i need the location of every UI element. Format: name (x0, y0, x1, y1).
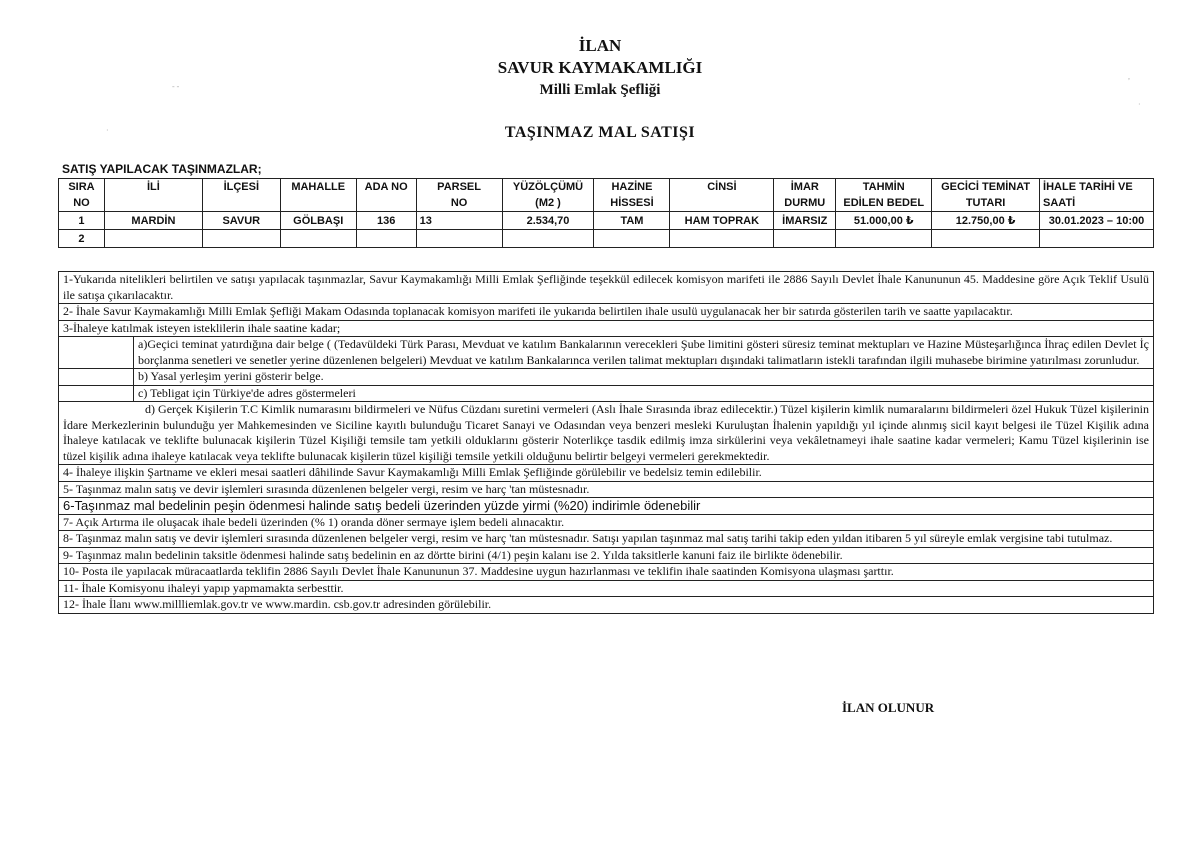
term-3: 3-İhaleye katılmak isteyen isteklilerin ihale saatine kadar; (59, 321, 1153, 338)
table-cell (1040, 230, 1154, 248)
table-cell: 2.534,70 (502, 212, 594, 230)
table-cell: SAVUR (202, 212, 280, 230)
term-5: 5- Taşınmaz malın satış ve devir işlemleri sırasında düzenlenen belgeler vergi, resim ve harç 'tan müstesnadır. (59, 482, 1153, 499)
table-cell: 1 (59, 212, 105, 230)
term-8: 8- Taşınmaz malın satış ve devir işlemleri sırasında düzenlenen belgeler vergi, resim ve harç 'tan müstesnadır. Satışı yapılan taşınmaz mal satış tarihi takip eden yıldan itibaren 5 yıl süreyle emlak vergisine tabi tutulmaz. (59, 531, 1153, 548)
table-cell: 51.000,00 ₺ (836, 212, 932, 230)
term-10: 10- Posta ile yapılacak müracaatlarda teklifin 2886 Sayılı Devlet İhale Kanununun 37. Maddesine uygun hazırlanması ve teklifin ihale saatinden Komisyona ulaşması şarttır. (59, 564, 1153, 581)
column-header: YÜZÖLÇÜMÜ (M2 ) (502, 179, 594, 212)
table-cell: 2 (59, 230, 105, 248)
table-caption: SATIŞ YAPILACAK TAŞINMAZLAR; (62, 162, 262, 176)
term-3b-row (59, 369, 1153, 386)
column-header: CİNSİ (670, 179, 774, 212)
table-cell: İMARSIZ (774, 212, 836, 230)
table-cell (774, 230, 836, 248)
term-3d: d) Gerçek Kişilerin T.C Kimlik numarasını bildirmeleri ve Nüfus Cüzdanı suretini vermeleri (Aslı İhale Sırasında ibraz edilecektir.) Tüzel kişilerin kimlik numaralarını bildirmeleri özel Hukuk Tüzel kişilerinin İdare Merkezlerinin bulunduğu yer Mahkemesinden ve Siciline kayıtlı bulunduğu Ticaret Sanayi ve Odasından veya benzeri mesleki Kuruluştan İhalenin yapıldığı yıl içinde alınmış sicil kayıt belgesi ile Tüzel Kişilik adına İhaleye katılacak ve teklifte bulunacak kişilerin Tüzel Kişiliği temsile tam yetkili olduklarını gösterir Noterlikçe tasdik edilmiş imza sirkülerini veya vekâletnameyi ihale saatine kadar vermeleri; Kamu Tüzel kişilerinin ise tüzel kişilik adına ihaleye katılacak veya teklifte bulunacak kişilerin tüzel kişiliği temsile yetkili olduğunu belirtir belgeyi vermeleri gerekmektedir. (59, 402, 1153, 465)
institution-name: SAVUR KAYMAKAMLIĞI (497, 58, 703, 77)
table-cell: 30.01.2023 – 10:00 (1040, 212, 1154, 230)
table-cell (416, 230, 502, 248)
column-header: ADA NO (356, 179, 416, 212)
scan-speck: - - (172, 82, 180, 91)
term-6: 6-Taşınmaz mal bedelinin peşin ödenmesi halinde satış bedeli üzerinden yüzde yirmi (%20) indirimle ödenebilir (59, 498, 1153, 515)
term-12: 12- İhale İlanı www.millliemlak.gov.tr ve www.mardin. csb.gov.tr adresinden görülebilir. (63, 597, 492, 611)
table-row (59, 230, 1154, 248)
term-4: 4- İhaleye ilişkin Şartname ve ekleri mesai saatleri dâhilinde Savur Kaymakamlığı Milli Emlak Şefliğinde görülebilir ve bedelsiz temin edilebilir. (59, 465, 1153, 482)
table-cell: MARDİN (104, 212, 202, 230)
table-cell (280, 230, 356, 248)
table-cell: HAM TOPRAK (670, 212, 774, 230)
document-title: TAŞINMAZ MAL SATIŞI (504, 124, 696, 141)
term-3a: a)Geçici teminat yatırdığına dair belge ( (Tedavüldeki Türk Parası, Mevduat ve katılım Bankalarının verecekleri Şube limitini gösteri süresiz teminat mektupları ve Hazine Müsteşarlığınca İhraç edilen Devlet İç borçlanma senetleri ve senetler yerine düzenlenen belgeleri) Mevduat ve katılım Bankalarınca verilen talimat mektupları dışındaki talimatların istekli tarafından ilgili muhasebe birimine yatırılması zorunludur. (138, 337, 1149, 367)
table-cell (356, 230, 416, 248)
table-cell (502, 230, 594, 248)
table-cell: 13 (416, 212, 502, 230)
term-7: 7- Açık Artırma ile oluşacak ihale bedeli üzerinden (% 1) oranda döner sermaye işlem bedeli alınacaktır. (59, 515, 1153, 532)
table-cell: GÖLBAŞI (280, 212, 356, 230)
closing-statement: İLAN OLUNUR (842, 700, 935, 715)
column-header: TAHMİN EDİLEN BEDEL (836, 179, 932, 212)
column-header: MAHALLE (280, 179, 356, 212)
department-name: Milli Emlak Şefliği (539, 82, 661, 98)
column-header: PARSEL NO (416, 179, 502, 212)
column-header: İMAR DURMU (774, 179, 836, 212)
table-row (59, 212, 1154, 230)
table-cell (202, 230, 280, 248)
column-header: İLİ (104, 179, 202, 212)
column-header: İHALE TARİHİ VE SAATİ (1040, 179, 1154, 212)
column-header: GECİCİ TEMİNAT TUTARI (932, 179, 1040, 212)
term-9: 9- Taşınmaz malın bedelinin taksitle ödenmesi halinde satış bedelinin en az dörtte birini (4/1) peşin kalanı ise 2. Yılda taksitlerle kanuni faiz ile birlikte ödenebilir. (59, 548, 1153, 565)
term-3a-row (59, 337, 1153, 369)
term-3b: b) Yasal yerleşim yerini gösterir belge. (138, 369, 324, 383)
table-cell (836, 230, 932, 248)
table-cell (670, 230, 774, 248)
table-cell: TAM (594, 212, 670, 230)
column-header: HAZİNE HİSSESİ (594, 179, 670, 212)
table-cell (594, 230, 670, 248)
column-header: İLÇESİ (202, 179, 280, 212)
properties-table (58, 178, 1154, 248)
table-cell (104, 230, 202, 248)
scan-speck: · (1138, 100, 1141, 109)
table-header-row (59, 179, 1154, 212)
column-header: SIRA NO (59, 179, 105, 212)
term-2: 2- İhale Savur Kaymakamlığı Milli Emlak Şefliği Makam Odasında toplanacak komisyon marifeti ile yukarıda belirtilen ihale usulü uygulanacak her bir satırda gösterilen tarih ve saatte yapılacaktır. (59, 304, 1153, 321)
announcement-heading: İLAN (578, 36, 622, 55)
terms-box (58, 271, 1154, 614)
term-3c-row (59, 386, 1153, 403)
table-cell (932, 230, 1040, 248)
table-cell: 136 (356, 212, 416, 230)
scan-speck: · (106, 126, 109, 135)
term-3c: c) Tebligat için Türkiye'de adres göstermeleri (138, 385, 356, 400)
term-11: 11- İhale Komisyonu ihaleyi yapıp yapmamakta serbesttir. (59, 581, 1153, 598)
term-1: 1-Yukarıda nitelikleri belirtilen ve satışı yapılacak taşınmazlar, Savur Kaymakamlığı Milli Emlak Şefliğinde teşekkül edilecek komisyon marifeti ile 2886 Sayılı Devlet İhale Kanununun 45. Maddesine göre Açık Teklif Usulü ile satışa çıkarılacaktır. (59, 272, 1153, 304)
table-cell: 12.750,00 ₺ (932, 212, 1040, 230)
scan-speck: , (1128, 72, 1130, 81)
